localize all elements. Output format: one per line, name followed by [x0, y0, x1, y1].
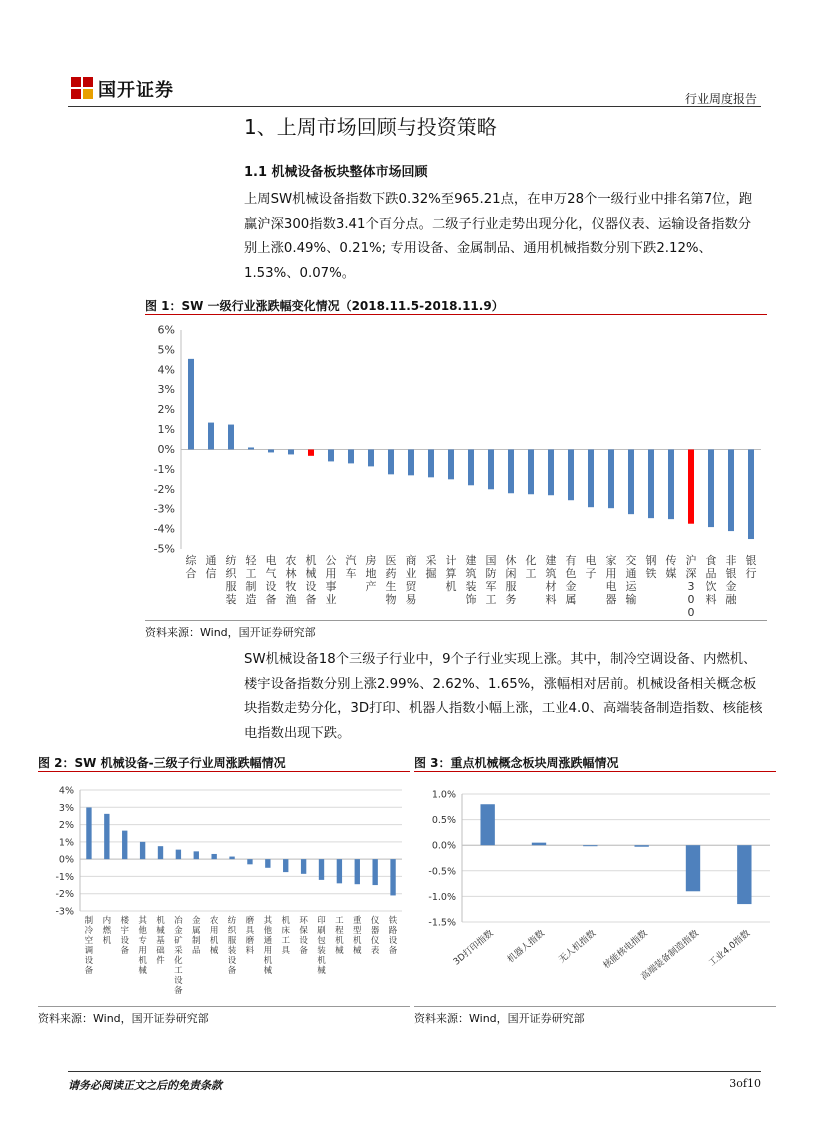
figure-2-bottom-rule [38, 1006, 410, 1007]
figure-3-source: 资料来源：Wind，国开证券研究部 [414, 1012, 585, 1025]
x-category-label: 公用事业 [325, 554, 337, 606]
x-category-label: 休闲服务 [505, 554, 517, 606]
y-tick-label: 0% [157, 442, 175, 456]
y-tick-label: 1.0% [431, 789, 456, 801]
bar [468, 449, 474, 485]
figure-1-top-rule [145, 314, 767, 315]
figure-3-top-rule [414, 771, 776, 772]
figure-1-title: 图 1：SW 一级行业涨跌幅变化情况（2018.11.5-2018.11.9） [145, 299, 504, 313]
y-tick-label: -3% [55, 906, 74, 918]
bar [648, 449, 654, 518]
x-category-label: 农林牧渔 [285, 554, 297, 606]
x-category-label: 其他专用机械 [138, 916, 147, 976]
x-category-label: 钢铁 [645, 554, 657, 580]
y-tick-label: -2% [153, 482, 175, 496]
bar [583, 845, 597, 846]
y-tick-label: -1.0% [428, 891, 456, 903]
y-tick-label: -1.5% [428, 917, 456, 929]
x-category-label: 建筑材料 [545, 554, 557, 606]
bar [268, 449, 274, 452]
bar [86, 807, 91, 859]
y-tick-label: 2% [58, 820, 74, 832]
bar [265, 859, 270, 868]
bar [480, 804, 494, 845]
y-tick-label: 1% [58, 837, 74, 849]
x-category-label: 综合 [185, 554, 197, 580]
y-tick-label: -1% [55, 871, 74, 883]
x-category-label: 通信 [205, 554, 217, 580]
figure-2-top-rule [38, 771, 410, 772]
brand-logo-icon [71, 77, 93, 99]
bar [211, 854, 216, 859]
x-category-label: 机器人指数 [506, 928, 547, 966]
x-category-label: 非银金融 [725, 554, 737, 606]
section-title: 1、上周市场回顾与投资策略 [244, 115, 497, 139]
y-tick-label: 4% [157, 363, 175, 377]
paragraph-market-review: 上周SW机械设备指数下跌0.32%至965.21点，在申万28个一级行业中排名第7位，跑赢沪深300指数3.41个百分点。二级子行业走势出现分化，仪器仪表、运输设备指数分别上涨0.49%、0.21%; 专用设备、金属制品、通用机械指数分别下跌2.12%、1.53%、0.07%。 [244, 192, 753, 282]
figure-3-chart [414, 780, 776, 1006]
x-category-label: 化工 [525, 554, 537, 580]
bar [247, 859, 252, 864]
bar [748, 449, 754, 539]
x-category-label: 铁路设备 [388, 916, 398, 956]
bar [308, 449, 314, 455]
x-category-label: 机械基础件 [156, 916, 165, 966]
x-category-label: 食品饮料 [705, 554, 717, 606]
figure-1-bottom-rule [145, 620, 767, 621]
y-tick-label: -5% [153, 542, 175, 556]
bar [140, 842, 145, 859]
x-category-label: 农用机械 [209, 916, 219, 956]
x-category-label: 房地产 [365, 554, 377, 593]
x-category-label: 金属制品 [192, 916, 201, 956]
figure-2-source: 资料来源：Wind，国开证券研究部 [38, 1012, 209, 1025]
bar [688, 449, 694, 523]
x-category-label: 无人机指数 [557, 928, 599, 966]
y-tick-label: 1% [157, 423, 175, 437]
report-type: 行业周度报告 [684, 92, 757, 106]
x-category-label: 国防军工 [485, 554, 497, 606]
bar [337, 859, 342, 883]
y-tick-label: 3% [58, 802, 74, 814]
bar [428, 449, 434, 477]
x-category-label: 其他通用机械 [263, 916, 273, 976]
bar [508, 449, 514, 493]
bar [229, 857, 234, 860]
x-category-label: 电子 [585, 554, 597, 580]
bar [548, 449, 554, 495]
figure-2-chart [38, 780, 410, 1006]
x-category-label: 沪深 3 0 0 [685, 554, 697, 618]
x-category-label: 内燃机 [102, 916, 112, 946]
figure-3-bottom-rule [414, 1006, 776, 1007]
bar [408, 449, 414, 475]
x-category-label: 机床工具 [281, 916, 290, 956]
y-tick-label: -1% [153, 462, 175, 476]
bar [104, 814, 109, 859]
y-tick-label: -4% [153, 522, 175, 536]
disclaimer-text: 请务必阅读正文之后的免责条款 [68, 1079, 222, 1092]
x-category-label: 核能核电指数 [601, 928, 650, 972]
bar [328, 449, 334, 461]
bar [208, 423, 214, 450]
bar [448, 449, 454, 479]
y-tick-label: 3% [157, 383, 175, 397]
bar [708, 449, 714, 527]
figure-1-chart [145, 318, 767, 618]
y-tick-label: -0.5% [428, 866, 456, 878]
bar [248, 447, 254, 449]
bar [368, 449, 374, 466]
bar [588, 449, 594, 507]
figure-2-title: 图 2：SW 机械设备-三级子行业周涨跌幅情况 [38, 756, 286, 770]
x-category-label: 建筑装饰 [465, 554, 477, 606]
bar [176, 850, 181, 860]
x-category-label: 磨具磨料 [245, 916, 255, 956]
bar [628, 449, 634, 514]
x-category-label: 有色金属 [565, 554, 577, 606]
bar [528, 449, 534, 494]
x-category-label: 制冷空调设备 [84, 916, 94, 976]
bar [634, 845, 648, 847]
section-subtitle: 1.1 机械设备板块整体市场回顾 [244, 165, 428, 180]
x-category-label: 交通运输 [625, 554, 637, 606]
x-category-label: 电气设备 [265, 554, 277, 606]
y-tick-label: 0.5% [431, 815, 456, 827]
page-number: 3of10 [729, 1077, 761, 1090]
x-category-label: 计算机 [445, 554, 457, 593]
paragraph-sub-industry: SW机械设备18个三级子行业中，9个子行业实现上涨。其中，制冷空调设备、内燃机、楼宇设备指数分别上涨2.99%、2.62%、1.65%，涨幅相对居前。机械设备相关概念板块指数走势分化，3D打印、机器人指数小幅上涨，工业4.0、高端装备制造指数、核能核电指数出现下跌。 [244, 652, 763, 742]
x-category-label: 楼宇设备 [120, 916, 129, 956]
bar [568, 449, 574, 500]
bar [372, 859, 377, 885]
y-tick-label: 6% [157, 323, 175, 337]
x-category-label: 机械设备 [305, 554, 317, 606]
x-category-label: 环保设备 [299, 916, 308, 956]
header-divider [68, 106, 761, 107]
x-category-label: 冶金矿采化工设备 [174, 916, 183, 996]
figure-3-title: 图 3：重点机械概念板块周涨跌幅情况 [414, 756, 619, 770]
bar [288, 449, 294, 454]
x-category-label: 3D打印指数 [451, 928, 496, 968]
bar [194, 851, 199, 859]
bar [319, 859, 324, 880]
x-category-label: 仪器仪表 [370, 916, 380, 956]
bar [355, 859, 360, 884]
bar [188, 359, 194, 450]
figure-1-source: 资料来源：Wind，国开证券研究部 [145, 626, 316, 639]
bar [488, 449, 494, 489]
bar [283, 859, 288, 872]
y-tick-label: 4% [58, 785, 74, 797]
bar [158, 846, 163, 859]
x-category-label: 汽车 [345, 554, 357, 580]
bar [608, 449, 614, 508]
x-category-label: 传媒 [665, 554, 677, 580]
x-category-label: 家用电器 [605, 554, 617, 606]
y-tick-label: -3% [153, 502, 175, 516]
y-tick-label: 5% [157, 343, 175, 357]
x-category-label: 轻工制造 [245, 554, 257, 606]
y-tick-label: 0% [58, 854, 74, 866]
x-category-label: 工业4.0指数 [707, 928, 753, 969]
bar [668, 449, 674, 519]
bar [390, 859, 395, 895]
bar [228, 425, 234, 450]
y-tick-label: -2% [55, 889, 74, 901]
bar [686, 845, 700, 891]
y-tick-label: 0.0% [431, 840, 456, 852]
bar [388, 449, 394, 474]
bar [737, 845, 751, 904]
bar [728, 449, 734, 531]
bar [348, 449, 354, 463]
x-category-label: 医药生物 [385, 554, 397, 606]
y-tick-label: 2% [157, 403, 175, 417]
brand-name: 国开证券 [98, 80, 174, 101]
x-category-label: 印刷包装机械 [317, 916, 326, 976]
bar [122, 831, 127, 860]
x-category-label: 纺织服装设备 [227, 916, 237, 976]
x-category-label: 纺织服装 [225, 554, 237, 606]
x-category-label: 工程机械 [335, 916, 344, 956]
footer-divider [68, 1071, 761, 1072]
bar [301, 859, 306, 874]
bar [532, 843, 546, 846]
x-category-label: 采掘 [425, 554, 437, 580]
x-category-label: 商业贸易 [405, 554, 417, 606]
x-category-label: 重型机械 [353, 916, 362, 956]
x-category-label: 银行 [745, 554, 757, 580]
x-category-label: 高端装备制造指数 [639, 928, 701, 983]
